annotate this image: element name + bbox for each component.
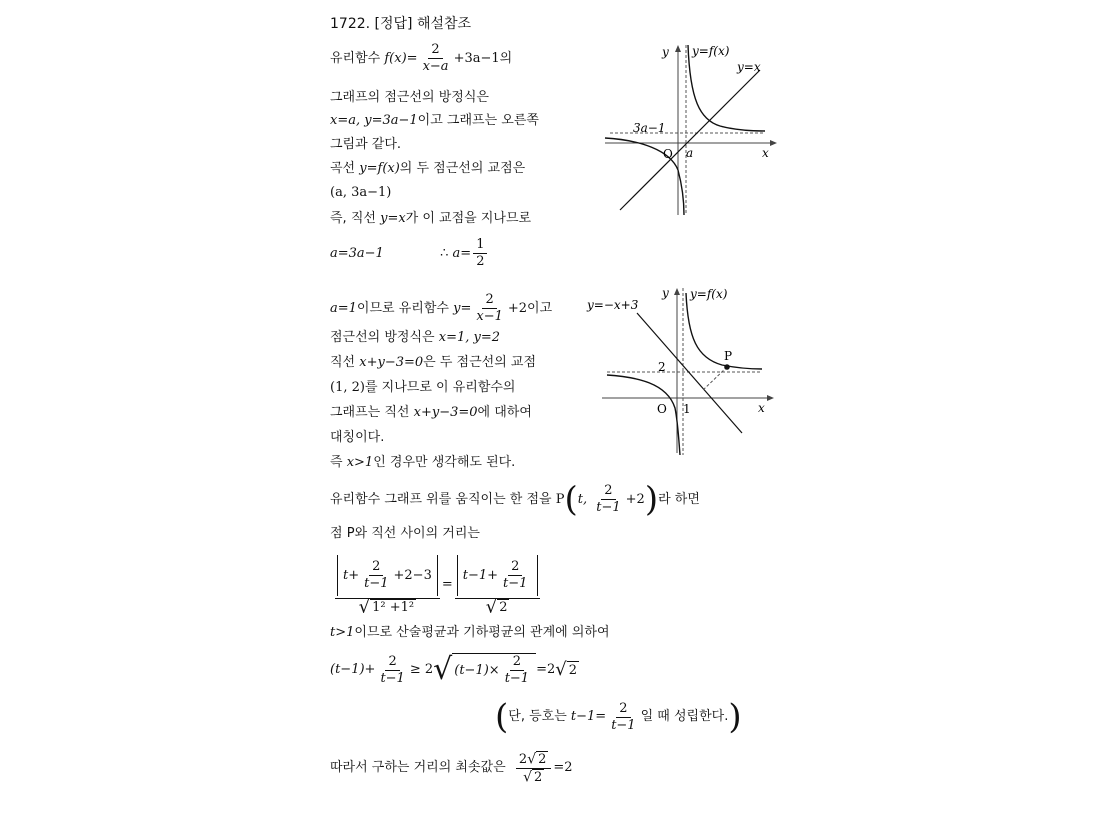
s1-line8: a=3a−1 ∴ a= $\frac{1}{2}$ <box>330 237 489 270</box>
origin-label: O <box>663 147 673 161</box>
s2-line1: a=1이므로 유리함수 y= $\frac{2}{x-1}$ +2이고 <box>330 292 553 324</box>
graph-1 <box>600 40 780 220</box>
problem-number: 1722. <box>330 16 371 32</box>
s2-line5: 그래프는 직선 x+y−3=0에 대하여 <box>330 405 532 420</box>
s1-line5: 곡선 y=f(x)의 두 점근선의 교점은 <box>330 161 526 176</box>
s5-line: t>1이므로 산술평균과 기하평균의 관계에 의하여 <box>330 625 610 640</box>
point-label: P <box>724 349 733 363</box>
x-value-label: 1 <box>683 402 691 416</box>
a-label: a <box>686 146 694 160</box>
s1-line7: 즉, 직선 y=x가 이 교점을 지나므로 <box>330 211 532 226</box>
math: +3a−1 <box>453 51 500 66</box>
s2-line6: 대칭이다. <box>330 430 385 445</box>
problem-header <box>330 15 471 33</box>
s2-line7: 즉 x>1인 경우만 생각해도 된다. <box>330 455 516 470</box>
line-label: y=x <box>737 60 761 74</box>
graph-2 <box>582 283 782 458</box>
s2-line3: 직선 x+y−3=0은 두 점근선의 교점 <box>330 355 537 370</box>
am-gm-inequality: (t−1)+ $\frac{2}{t-1}$ ≥ 2 √ (t−1)× $\frac{2}{t-1}$ =2 √ 2 <box>330 652 578 687</box>
s1-line2: 그래프의 점근선의 방정식은 <box>330 90 489 105</box>
text: 유리함수 <box>330 51 381 66</box>
conclusion: 따라서 구하는 거리의 최솟값은 $\frac{2√ 2}{√ 2}$ =2 <box>330 751 573 785</box>
s1-line4: 그림과 같다. <box>330 137 402 152</box>
answer-tag: [정답] <box>374 16 413 32</box>
s2-line2: 점근선의 방정식은 x=1, y=2 <box>330 330 501 345</box>
axis-label-x: x <box>758 401 765 415</box>
s1-line1 <box>330 42 512 75</box>
text: 의 <box>499 51 513 66</box>
math: f(x) <box>384 51 407 66</box>
answer-title: 해설참조 <box>416 16 472 32</box>
s2-line4: (1, 2)를 지나므로 이 유리함수의 <box>330 380 516 395</box>
axis-label-y: y <box>662 45 669 59</box>
asymptote-value-label: 3a−1 <box>633 121 666 135</box>
axis-label-y: y <box>662 286 669 300</box>
distance-formula: t+ $\frac{2}{t-1}$ +2−3 √ 1² +1² = t−1+ $\frac{2}{t-1}$ √ 2 <box>333 550 542 620</box>
math: = <box>406 51 418 66</box>
curve-label: y=f(x) <box>692 44 730 58</box>
s1-line3: x=a, y=3a−1이고 그래프는 오른쪽 <box>330 113 539 128</box>
equality-condition: ( 단, 등호는 t−1= $\frac{2}{t-1}$ 일 때 성립한다. ) <box>495 697 742 737</box>
axis-label-x: x <box>762 146 769 160</box>
line-label: y=−x+3 <box>587 298 639 312</box>
origin-label: O <box>657 402 667 416</box>
s3-line: 유리함수 그래프 위를 움직이는 한 점을 P(t, $\frac{2}{t-1}$ +2)라 하면 <box>330 479 700 520</box>
fraction: $\frac{2}{x-a}$ <box>422 42 449 74</box>
y-value-label: 2 <box>658 360 666 374</box>
s4-line: 점 P와 직선 사이의 거리는 <box>330 526 480 541</box>
s1-line6: (a, 3a−1) <box>330 185 392 200</box>
curve-label: y=f(x) <box>690 287 728 301</box>
